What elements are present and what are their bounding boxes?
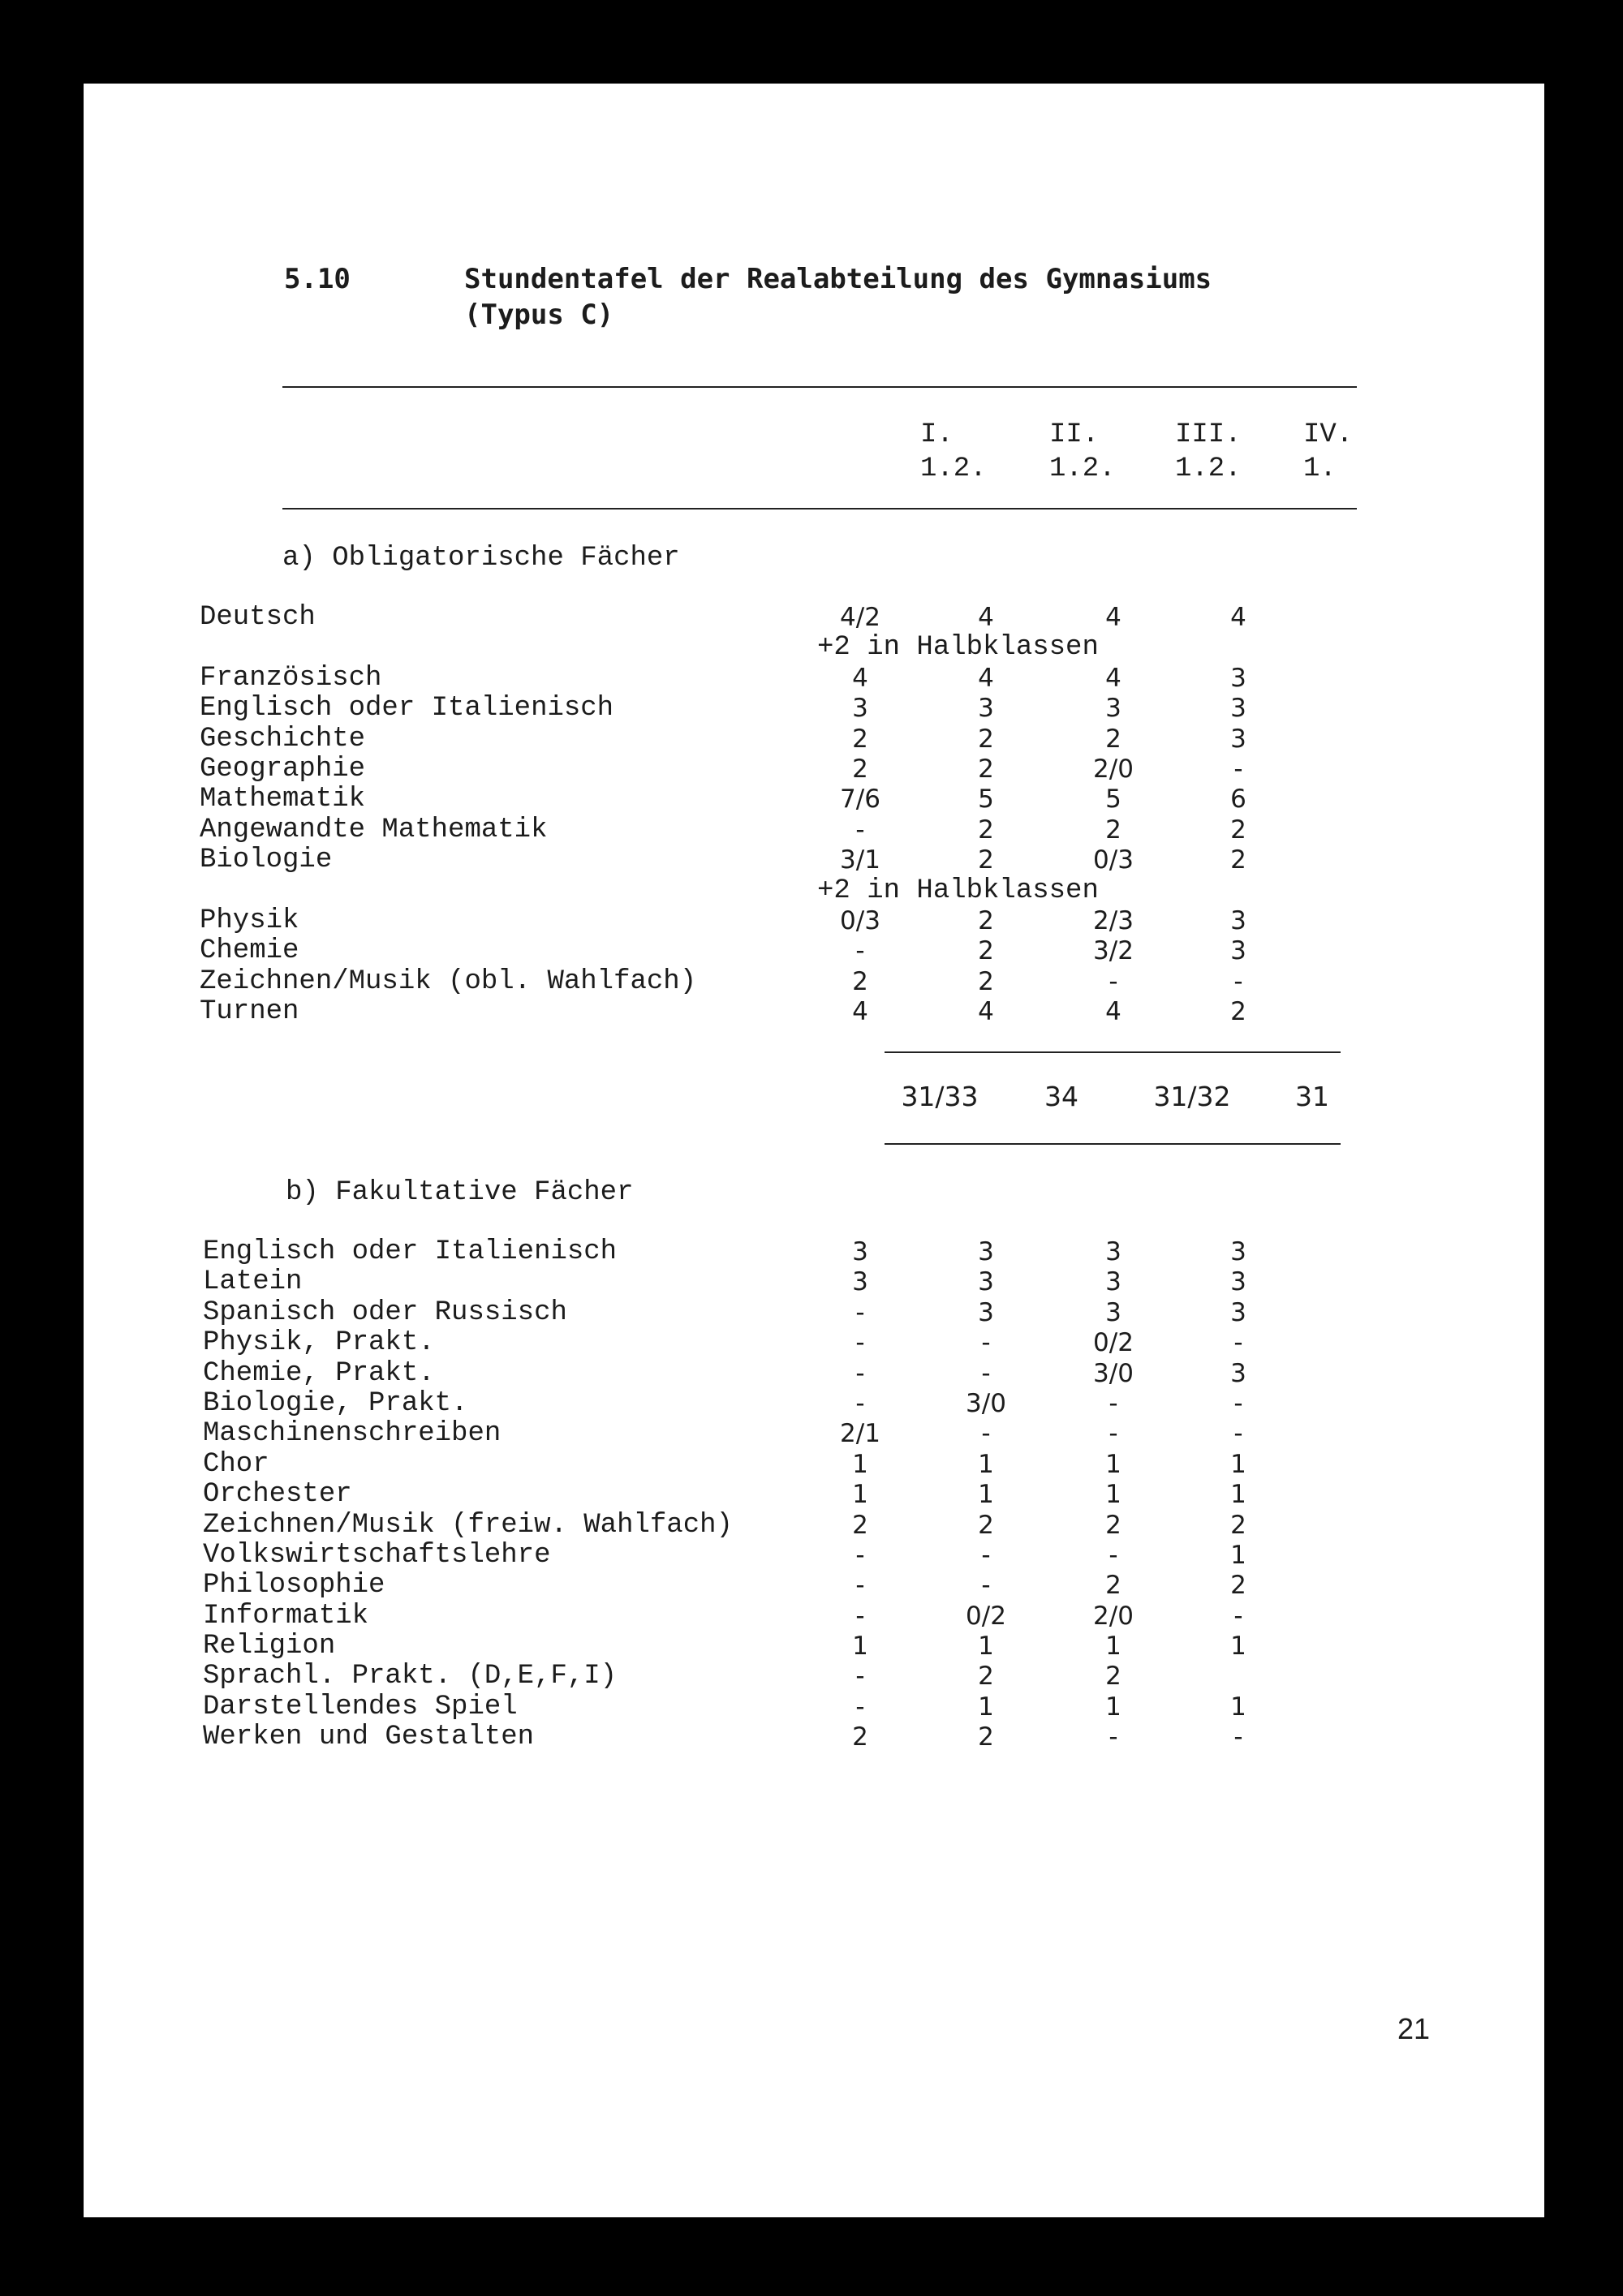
table-row [0, 967, 1461, 997]
hours-cell-col-2: 2 [978, 845, 994, 875]
hours-cell-col-4: - [1233, 1419, 1243, 1449]
hours-cell-col-2: 1 [978, 1480, 994, 1510]
hours-cell-col-4: 1 [1230, 1632, 1246, 1662]
hours-cell-col-3: 2/3 [1093, 905, 1134, 935]
totals-top-rule [885, 1051, 1341, 1053]
hours-cell-col-3: - [1109, 966, 1118, 996]
hours-cell-col-4: 3 [1230, 1267, 1246, 1297]
table-row [0, 1632, 1461, 1662]
hours-cell-col-4: - [1233, 1328, 1243, 1358]
hours-cell-col-3: 3/2 [1093, 936, 1134, 966]
hours-cell-col-1: - [855, 1388, 865, 1418]
subject-label: Sprachl. Prakt. (D,E,F,I) [203, 1661, 618, 1692]
hours-cell-col-4: - [1233, 1388, 1243, 1418]
hours-cell-col-2: 0/2 [966, 1601, 1006, 1631]
hours-cell-col-2: 3 [978, 1267, 994, 1297]
subject-label: Religion [203, 1631, 336, 1662]
hours-cell-col-2: 2 [978, 815, 994, 845]
hours-cell-col-3: 3 [1105, 1237, 1121, 1266]
table-row [0, 997, 1461, 1027]
hours-cell-col-1: 4 [852, 663, 868, 693]
table-row [0, 603, 1461, 633]
hours-cell-col-4: 1 [1230, 1540, 1246, 1570]
subject-label: Deutsch [200, 602, 316, 633]
table-row [0, 1511, 1461, 1541]
hours-cell-col-1: 4/2 [840, 603, 880, 632]
hours-cell-col-2: 4 [978, 997, 994, 1027]
hours-cell-col-2: - [981, 1328, 991, 1358]
hours-cell-col-1: 3 [852, 1237, 868, 1266]
column-header-4-line2: 1. [1303, 454, 1337, 484]
hours-cell-col-3: 1 [1105, 1692, 1121, 1722]
subject-label: Spanisch oder Russisch [203, 1296, 567, 1328]
subject-label: Geschichte [200, 723, 366, 755]
hours-cell-col-1: 7/6 [840, 785, 880, 815]
hours-cell-col-3: 4 [1105, 603, 1121, 632]
subject-label: Chemie, Prakt. [203, 1357, 435, 1389]
hours-cell-col-4: 2 [1230, 845, 1246, 875]
header-top-rule [282, 386, 1357, 388]
hours-cell-col-1: - [855, 815, 865, 845]
table-row [0, 694, 1461, 724]
table-row [0, 815, 1461, 845]
hours-cell-col-1: 0/3 [840, 905, 880, 935]
hours-cell-col-2: 2 [978, 966, 994, 996]
table-row [0, 1359, 1461, 1389]
section-a-table [0, 603, 1461, 1027]
table-row [0, 1237, 1461, 1267]
hours-cell-col-1: 2 [852, 1722, 868, 1752]
hours-cell-col-1: 2/1 [840, 1419, 880, 1449]
table-note-row [0, 633, 1461, 663]
hours-cell-col-4: 3 [1230, 1237, 1246, 1266]
hours-cell-col-4: 2 [1230, 1510, 1246, 1540]
section-b-table [0, 1237, 1461, 1753]
table-row [0, 664, 1461, 694]
hours-cell-col-2: 4 [978, 663, 994, 693]
subject-label: Volkswirtschaftslehre [203, 1539, 551, 1571]
section-number: 5.10 [284, 263, 351, 295]
column-header-3-line1: III. [1175, 419, 1242, 450]
hours-cell-col-4: - [1233, 1722, 1243, 1752]
hours-cell-col-2: - [981, 1419, 991, 1449]
column-header-2-line1: II. [1049, 419, 1100, 450]
header-bottom-rule [282, 508, 1357, 510]
hours-cell-col-3: 0/3 [1093, 845, 1134, 875]
subject-label: Chor [203, 1448, 269, 1480]
hours-cell-col-2: 2 [978, 754, 994, 784]
hours-cell-col-1: 3 [852, 694, 868, 724]
subject-label: Biologie, Prakt. [203, 1387, 468, 1419]
hours-cell-col-3: 2 [1105, 1510, 1121, 1540]
table-row [0, 936, 1461, 966]
hours-cell-col-2: 3 [978, 1297, 994, 1327]
hours-cell-col-1: - [855, 1540, 865, 1570]
subject-label: Darstellendes Spiel [203, 1691, 518, 1722]
hours-cell-col-2: - [981, 1358, 991, 1388]
hours-cell-col-1: 3/1 [840, 845, 880, 875]
table-row [0, 1571, 1461, 1601]
hours-cell-col-4: 6 [1230, 785, 1246, 815]
hours-cell-col-3: 4 [1105, 997, 1121, 1027]
total-column-1: 31/33 [901, 1081, 979, 1112]
hours-cell-col-3: 0/2 [1093, 1328, 1134, 1358]
halbklassen-note: +2 in Halbklassen [817, 632, 1099, 664]
hours-cell-col-4: 1 [1230, 1449, 1246, 1479]
hours-cell-col-4: - [1233, 754, 1243, 784]
column-header-4-line1: IV. [1303, 419, 1354, 450]
hours-cell-col-3: 2 [1105, 1571, 1121, 1601]
table-row [0, 1389, 1461, 1419]
hours-cell-col-1: - [855, 1358, 865, 1388]
table-row [0, 1419, 1461, 1449]
hours-cell-col-1: - [855, 1297, 865, 1327]
section-a-heading: a) Obligatorische Fächer [282, 543, 680, 574]
subject-label: Englisch oder Italienisch [203, 1236, 618, 1267]
column-header-1-line2: 1.2. [920, 454, 987, 484]
totals-bottom-rule [885, 1143, 1341, 1145]
hours-cell-col-3: 1 [1105, 1449, 1121, 1479]
hours-cell-col-3: 1 [1105, 1632, 1121, 1662]
total-column-4: 31 [1295, 1081, 1329, 1112]
section-title: Stundentafel der Realabteilung des Gymnasiums [464, 263, 1212, 295]
hours-cell-col-3: - [1109, 1419, 1118, 1449]
hours-cell-col-3: 2/0 [1093, 1601, 1134, 1631]
hours-cell-col-2: 2 [978, 1510, 994, 1540]
table-row [0, 1692, 1461, 1722]
table-row [0, 906, 1461, 936]
hours-cell-col-3: 2 [1105, 1662, 1121, 1692]
hours-cell-col-4: 3 [1230, 936, 1246, 966]
hours-cell-col-3: 1 [1105, 1480, 1121, 1510]
table-row [0, 724, 1461, 755]
table-row [0, 1662, 1461, 1692]
subject-label: Informatik [203, 1600, 369, 1632]
subject-label: Orchester [203, 1479, 352, 1511]
hours-cell-col-1: 3 [852, 1267, 868, 1297]
total-column-2: 34 [1044, 1081, 1078, 1112]
hours-cell-col-2: - [981, 1571, 991, 1601]
table-row [0, 1541, 1461, 1571]
halbklassen-note: +2 in Halbklassen [817, 875, 1099, 906]
section-subtitle: (Typus C) [464, 299, 614, 331]
column-header-1-line1: I. [920, 419, 954, 450]
subject-label: Biologie [200, 845, 333, 876]
hours-cell-col-3: 4 [1105, 663, 1121, 693]
hours-cell-col-1: - [855, 1328, 865, 1358]
hours-cell-col-4: 1 [1230, 1692, 1246, 1722]
hours-cell-col-2: 3 [978, 1237, 994, 1266]
table-row [0, 1722, 1461, 1752]
hours-cell-col-4: 4 [1230, 603, 1246, 632]
page-number: 21 [1397, 2012, 1431, 2045]
table-note-row [0, 876, 1461, 906]
hours-cell-col-1: - [855, 1601, 865, 1631]
hours-cell-col-4: 3 [1230, 724, 1246, 754]
hours-cell-col-4: 3 [1230, 1358, 1246, 1388]
section-b-heading: b) Fakultative Fächer [286, 1177, 634, 1208]
hours-cell-col-1: 1 [852, 1480, 868, 1510]
table-row [0, 755, 1461, 785]
hours-cell-col-3: 3 [1105, 1267, 1121, 1297]
column-header-3-line2: 1.2. [1175, 454, 1242, 484]
subject-label: Englisch oder Italienisch [200, 693, 614, 724]
hours-cell-col-2: 2 [978, 1662, 994, 1692]
hours-cell-col-2: 1 [978, 1632, 994, 1662]
subject-label: Physik, Prakt. [203, 1327, 435, 1359]
subject-label: Werken und Gestalten [203, 1722, 535, 1753]
hours-cell-col-1: - [855, 936, 865, 966]
hours-cell-col-4: 1 [1230, 1480, 1246, 1510]
hours-cell-col-3: - [1109, 1540, 1118, 1570]
hours-cell-col-1: 2 [852, 966, 868, 996]
hours-cell-col-1: 2 [852, 724, 868, 754]
hours-cell-col-4: 2 [1230, 1571, 1246, 1601]
subject-label: Zeichnen/Musik (freiw. Wahlfach) [203, 1509, 733, 1541]
column-header-2-line2: 1.2. [1049, 454, 1116, 484]
hours-cell-col-4: 3 [1230, 905, 1246, 935]
subject-label: Chemie [200, 935, 299, 967]
hours-cell-col-2: 3 [978, 694, 994, 724]
table-row [0, 1450, 1461, 1480]
document-page [84, 84, 1544, 2217]
hours-cell-col-3: 3 [1105, 694, 1121, 724]
subject-label: Mathematik [200, 784, 366, 815]
subject-label: Latein [203, 1266, 303, 1298]
hours-cell-col-4: 3 [1230, 1297, 1246, 1327]
hours-cell-col-3: - [1109, 1722, 1118, 1752]
subject-label: Zeichnen/Musik (obl. Wahlfach) [200, 965, 697, 997]
subject-label: Physik [200, 905, 299, 936]
hours-cell-col-4: 3 [1230, 663, 1246, 693]
hours-cell-col-3: 3 [1105, 1297, 1121, 1327]
hours-cell-col-2: 1 [978, 1449, 994, 1479]
hours-cell-col-1: 1 [852, 1449, 868, 1479]
hours-cell-col-3: 3/0 [1093, 1358, 1134, 1388]
table-row [0, 1267, 1461, 1297]
hours-cell-col-2: - [981, 1540, 991, 1570]
subject-label: Geographie [200, 753, 366, 785]
hours-cell-col-2: 2 [978, 936, 994, 966]
hours-cell-col-4: 2 [1230, 815, 1246, 845]
table-row [0, 1298, 1461, 1328]
hours-cell-col-1: - [855, 1571, 865, 1601]
hours-cell-col-1: 4 [852, 997, 868, 1027]
subject-label: Turnen [200, 996, 299, 1028]
subject-label: Angewandte Mathematik [200, 814, 548, 845]
hours-cell-col-3: 5 [1105, 785, 1121, 815]
hours-cell-col-1: 2 [852, 1510, 868, 1540]
hours-cell-col-3: 2/0 [1093, 754, 1134, 784]
hours-cell-col-2: 2 [978, 905, 994, 935]
subject-label: Philosophie [203, 1570, 385, 1602]
hours-cell-col-2: 5 [978, 785, 994, 815]
table-row [0, 785, 1461, 815]
hours-cell-col-2: 3/0 [966, 1388, 1006, 1418]
hours-cell-col-2: 4 [978, 603, 994, 632]
subject-label: Maschinenschreiben [203, 1418, 502, 1450]
hours-cell-col-3: 2 [1105, 815, 1121, 845]
hours-cell-col-2: 2 [978, 724, 994, 754]
subject-label: Französisch [200, 662, 382, 694]
table-row [0, 1480, 1461, 1510]
hours-cell-col-4: - [1233, 1601, 1243, 1631]
hours-cell-col-4: 3 [1230, 694, 1246, 724]
hours-cell-col-4: - [1233, 966, 1243, 996]
table-row [0, 1328, 1461, 1358]
hours-cell-col-1: - [855, 1662, 865, 1692]
table-row [0, 1602, 1461, 1632]
hours-cell-col-3: 2 [1105, 724, 1121, 754]
hours-cell-col-2: 2 [978, 1722, 994, 1752]
hours-cell-col-1: - [855, 1692, 865, 1722]
hours-cell-col-3: - [1109, 1388, 1118, 1418]
table-row [0, 845, 1461, 875]
hours-cell-col-2: 1 [978, 1692, 994, 1722]
hours-cell-col-1: 2 [852, 754, 868, 784]
total-column-3: 31/32 [1153, 1081, 1231, 1112]
hours-cell-col-4: 2 [1230, 997, 1246, 1027]
hours-cell-col-1: 1 [852, 1632, 868, 1662]
